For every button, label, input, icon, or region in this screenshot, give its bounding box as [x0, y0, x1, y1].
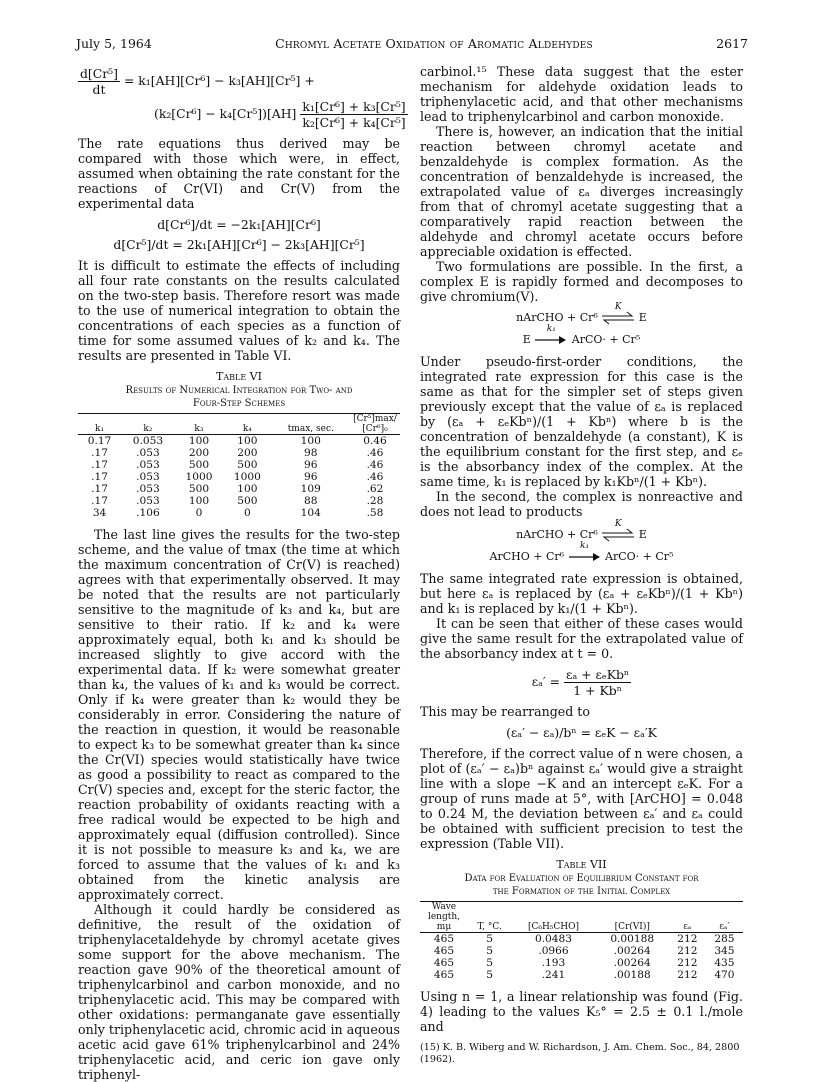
table7-header-cell: Wave length, mμ	[427, 902, 461, 932]
table-cell: .053	[136, 459, 160, 471]
table-row	[420, 957, 743, 969]
equilibrium-constant-label: K	[614, 519, 622, 529]
table7-header-cell: [C₆H₅CHO]	[527, 922, 580, 932]
table-cell: .17	[91, 483, 108, 495]
table-cell: 212	[677, 933, 698, 945]
scheme-product: E	[638, 528, 647, 541]
right-paragraph-7: It can be seen that either of these cases would give the same result for the extrapolated value of the absorbancy index at t = 0.	[420, 616, 743, 661]
table6-header-cell: k₃	[194, 424, 204, 434]
table-row	[78, 507, 400, 519]
table6-header-cell: k₂	[143, 424, 153, 434]
table-cell: 465	[433, 969, 455, 981]
table-row	[78, 471, 400, 483]
table-cell: 465	[433, 957, 455, 969]
table-cell: .17	[91, 447, 108, 459]
table-row	[420, 933, 743, 946]
table-cell: 345	[714, 945, 735, 957]
table-cell: 500	[188, 483, 210, 495]
table-cell: 100	[188, 435, 210, 447]
table-cell: .17	[91, 495, 108, 507]
scheme-reactants: ArCHO + Cr⁶	[489, 550, 565, 563]
header-date: July 5, 1964	[76, 36, 152, 51]
scheme-1-step-2	[420, 324, 743, 348]
table-cell: 100	[300, 435, 321, 447]
table-cell: 96	[304, 459, 318, 471]
table-cell: 34	[92, 507, 107, 519]
left-paragraph-4: Although it could hardly be considered as definitive, the result of the oxidation of triphenylacetaldehyde by chromyl acetate gives some support for the above mechanism. The reaction gave 90% of the theoretical amount of triphenylcarbinol and carbon monoxide, and no triphenylacetic acid. This may be compared with other oxidations: permanganate gave essentially only triphenylacetic acid, chromic acid in aqueous acetic acid gave 61% triphenylcarbinol and 24% triphenylacetic acid, and ceric ion gave only triphenyl-	[78, 902, 400, 1082]
table-cell: 0.17	[87, 435, 112, 447]
right-paragraph-10: Using n = 1, a linear relationship was found (Fig. 4) leading to the values K₅° = 2.5 ± 0.1 l./mole and	[420, 989, 743, 1034]
table-cell: 96	[304, 471, 318, 483]
table-row	[78, 435, 400, 448]
rate-equation-cr5-line2	[78, 99, 406, 130]
rate-constant-label: k₁	[546, 324, 556, 334]
table-cell: 1000	[233, 471, 261, 483]
table-cell: 5	[486, 945, 494, 957]
left-paragraph-2: It is difficult to estimate the effects of including all four rate constants on the results calculated on the two-step basis. Therefore resort was made to the use of numerical integration to obtain the concentrations of each species as a function of time for some assumed values of k₂ and k₄. The results are presented in Table VI.	[78, 258, 400, 363]
eq1-rhs-part2: (k₂[Cr⁶] − k₄[Cr⁵])[AH]	[154, 106, 297, 121]
eq1-lhs-denominator: dt	[92, 82, 106, 97]
table-cell: 104	[300, 507, 321, 519]
table-cell: .46	[366, 459, 384, 471]
right-paragraph-9: Therefore, if the correct value of n were chosen, a plot of (εₐ′ − εₐ)bⁿ against εₐ′ would give a straight line with a slope −K and an intercept εₑK. For a group of runs made at 5°, with [ArCHO] = 0.048 to 0.24 M, the deviation between εₐ′ and εₐ could be obtained with sufficient precision to test the expression (Table VII).	[420, 746, 743, 851]
table7-header-cell: εₐ′	[719, 922, 730, 932]
table-cell: 100	[237, 435, 258, 447]
table-cell: .193	[541, 957, 566, 969]
table7-title: Table VII	[556, 858, 607, 871]
table-cell: 1000	[185, 471, 213, 483]
table-cell: 500	[237, 495, 258, 507]
table-cell: 500	[237, 459, 258, 471]
table-cell: .00264	[613, 945, 651, 957]
eq4-fraction	[564, 667, 631, 698]
table-cell: 470	[714, 969, 735, 981]
table-cell: .46	[366, 471, 384, 483]
scheme-product: ArCO· + Cr⁵	[571, 333, 641, 346]
right-paragraph-3: Two formulations are possible. In the first, a complex E is rapidly formed and decomposes to give chromium(V).	[420, 259, 743, 304]
table-cell: 212	[677, 957, 698, 969]
table-cell: .241	[541, 969, 566, 981]
table7-header-cell: T, °C.	[477, 922, 502, 932]
table-cell: 109	[300, 483, 321, 495]
table-cell: 0.053	[132, 435, 164, 447]
table7-caption-line2: the Formation of the Initial Complex	[492, 886, 671, 897]
table-row	[78, 447, 400, 459]
table-cell: 5	[486, 933, 494, 945]
eq1-lhs-numerator: d[Cr⁵]	[80, 66, 118, 81]
right-paragraph-4: Under pseudo-first-order conditions, the integrated rate expression for this case is the same as that for the simpler set of steps given previously except that the value of εₐ is replaced by (εₐ + εₑKbⁿ)/(1 + Kbⁿ) where b is the concentration of benzaldehyde (a constant), K is the equilibrium constant for the first step, and εₑ is the absorbancy index of the complex. At the same time, k₁ is replaced by k₁Kbⁿ/(1 + Kbⁿ).	[420, 354, 743, 489]
eq1-rhs-part1: = k₁[AH][Cr⁶] − k₃[AH][Cr⁵] +	[123, 73, 315, 88]
scheme-product: ArCO· + Cr⁵	[605, 550, 674, 563]
left-paragraph-3: The last line gives the results for the two-step scheme, and the value of tmax (the time at which the maximum concentration of Cr(V) is reached) agrees with that experimentally observed. It may be noted that the results are not particularly sensitive to the magnitude of k₃ and k₄, but are sensitive to their ratio. If k₂ and k₄ were approximately equal, both k₁ and k₃ should be increased slightly to give accord with the experimental data. If k₂ were somewhat greater than k₄, the values of k₁ and k₃ would be correct. Only if k₄ were greater than k₂ would they be considerably in error. Considering the nature of the reaction in question, it would be reasonable to expect k₃ to be somewhat greater than k₄ since the Cr(VI) species would statistically have twice as good a possibility to react as compared to the Cr(V) species and, except for the steric factor, the reaction probability of oxidants reacting with a free radical would be expected to be high and approximately equal (diffusion controlled). Since it is not possible to measure k₃ and k₄, we are forced to assume that the values of k₁ and k₃ obtained from the kinetic analysis are approximately correct.	[78, 527, 400, 902]
table-cell: 200	[237, 447, 258, 459]
scheme-reactants: E	[522, 333, 531, 346]
table6-header-cell: k₄	[242, 424, 252, 434]
left-paragraph-1: The rate equations thus derived may be compared with those which were, in effect, assumed when obtaining the rate constant for the reactions of Cr(VI) and Cr(V) from the experimental data	[78, 136, 400, 211]
table-cell: 500	[188, 459, 210, 471]
forward-arrow-icon	[534, 324, 568, 348]
scheme-reactants: nArCHO + Cr⁶	[516, 528, 598, 541]
right-paragraph-5: In the second, the complex is nonreactive and does not lead to products	[420, 489, 743, 519]
right-paragraph-8: This may be rearranged to	[420, 704, 590, 719]
extrapolated-absorbancy-equation	[420, 667, 743, 698]
table-row	[78, 459, 400, 471]
table-cell: 5	[486, 957, 494, 969]
table-cell: 0	[243, 507, 251, 519]
rearranged-equation: (εₐ′ − εₐ)/bⁿ = εₑK − εₐ′K	[506, 725, 657, 740]
equilibrium-constant-label: K	[614, 302, 622, 312]
right-paragraph-2: There is, however, an indication that the initial reaction between chromyl acetate and benzaldehyde is complex formation. As the concentration of benzaldehyde is increased, the extrapolated value of εₐ diverges increasingly from that of chromyl acetate suggesting that a comparatively rapid reaction between the aldehyde and chromyl acetate occurs before appreciable oxidation is effected.	[420, 124, 743, 259]
table6-header-cell: k₁	[95, 424, 105, 434]
scheme-1-step-1	[420, 302, 743, 326]
table-cell: .00264	[613, 957, 651, 969]
rate-equation-cr5	[78, 66, 400, 97]
table6-header-row	[78, 414, 400, 435]
table6	[78, 413, 400, 519]
table-cell: 212	[677, 969, 698, 981]
eq1-rhs-fraction	[300, 99, 407, 130]
left-column	[78, 64, 406, 1082]
forward-arrow-icon	[568, 541, 602, 565]
table-cell: 5	[486, 969, 494, 981]
table-cell: .053	[136, 495, 160, 507]
table-cell: .00188	[613, 969, 651, 981]
table-cell: .053	[136, 447, 160, 459]
rate-constant-label: k₁	[580, 541, 590, 551]
table-cell: 435	[714, 957, 735, 969]
table-cell: .58	[366, 507, 384, 519]
table-cell: .053	[136, 471, 160, 483]
table-row	[420, 945, 743, 957]
table-cell: 98	[304, 447, 318, 459]
table-cell: .106	[136, 507, 160, 519]
scheme-product: E	[638, 311, 647, 324]
table-cell: .0966	[538, 945, 569, 957]
table-cell: 465	[433, 933, 455, 945]
table-cell: .28	[366, 495, 384, 507]
table-cell: 0.46	[363, 435, 387, 447]
table6-header-cell: [Cr⁵]max/ [Cr⁶]₀	[353, 414, 397, 434]
table-row	[78, 495, 400, 507]
eq1-frac-denominator: k₂[Cr⁶] + k₄[Cr⁵]	[302, 115, 406, 130]
scheme-2-step-2	[420, 541, 743, 565]
table-cell: .62	[366, 483, 384, 495]
table-cell: .17	[91, 471, 108, 483]
table-cell: 88	[304, 495, 318, 507]
table-cell: 465	[433, 945, 455, 957]
table7-header-row	[420, 902, 743, 933]
table-cell: 100	[237, 483, 258, 495]
eq4-lhs: εₐ′ =	[531, 674, 561, 689]
eq1-lhs-fraction	[78, 66, 120, 97]
eq4-denominator: 1 + Kbⁿ	[573, 683, 622, 698]
eq4-numerator: εₐ + εₑKbⁿ	[566, 667, 630, 682]
table7-caption-line1: Data for Evaluation of Equilibrium Constant for	[464, 873, 699, 884]
eq1-frac-numerator: k₁[Cr⁶] + k₃[Cr⁵]	[302, 99, 406, 114]
table7-header-cell: [Cr(VI)]	[614, 922, 650, 932]
right-column	[420, 64, 743, 1066]
table-cell: 0.00188	[610, 933, 655, 945]
table-cell: 285	[714, 933, 735, 945]
table-cell: .17	[91, 459, 108, 471]
right-paragraph-1: carbinol.¹⁵ These data suggest that the ester mechanism for aldehyde oxidation leads to triphenylacetic acid, and that other mechanisms lead to triphenylcarbinol and carbon monoxide.	[420, 64, 743, 124]
table6-header-cell: tmax, sec.	[287, 424, 334, 434]
scheme-reactants: nArCHO + Cr⁶	[516, 311, 598, 324]
header-page-number: 2617	[716, 36, 748, 51]
rate-equation-cr6-simple: d[Cr⁶]/dt = −2k₁[AH][Cr⁶]	[157, 217, 321, 232]
equilibrium-arrow-icon	[601, 302, 635, 326]
table-cell: 100	[188, 495, 210, 507]
table-cell: 212	[677, 945, 698, 957]
table6-title: Table VI	[216, 370, 262, 383]
table-cell: 200	[188, 447, 210, 459]
table7	[420, 901, 743, 981]
page-header	[76, 36, 748, 54]
right-paragraph-6: The same integrated rate expression is obtained, but here εₐ is replaced by (εₐ + εₑKbⁿ)/(1 + Kbⁿ) and k₁ is replaced by k₁/(1 + Kbⁿ).	[420, 571, 743, 616]
rate-equation-cr5-simple: d[Cr⁵]/dt = 2k₁[AH][Cr⁶] − 2k₃[AH][Cr⁵]	[113, 237, 365, 252]
table-cell: .053	[136, 483, 160, 495]
footnote-15: (15) K. B. Wiberg and W. Richardson, J. Am. Chem. Soc., 84, 2800 (1962).	[420, 1042, 740, 1065]
table-row	[78, 483, 400, 495]
table6-caption-line2: Four-Step Schemes	[192, 398, 286, 409]
table-cell: 0.0483	[534, 933, 573, 945]
table-cell: .46	[366, 447, 384, 459]
table6-caption-line1: Results of Numerical Integration for Two- and	[125, 385, 353, 396]
header-title: Chromyl Acetate Oxidation of Aromatic Aldehydes	[275, 36, 593, 51]
equilibrium-arrow-icon	[601, 519, 635, 543]
table-row	[420, 969, 743, 981]
table-cell: 0	[195, 507, 203, 519]
table7-header-cell: εₐ	[683, 922, 692, 932]
